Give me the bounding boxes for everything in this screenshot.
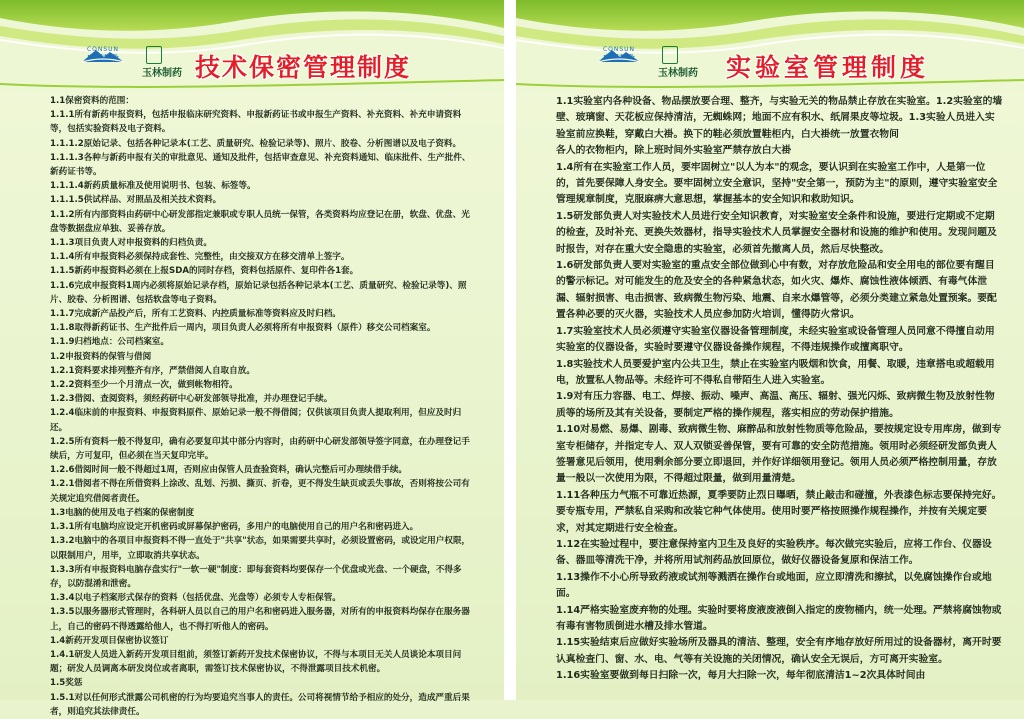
- left-paragraph: 1.4新药开发项目保密协议签订: [50, 635, 169, 646]
- poster-divider: [504, 0, 516, 700]
- left-paragraph: 1.1.8取得新药证书、生产批件后一周内，项目负责人必须将所有申报资料（原件）移交公司档案室。: [50, 323, 436, 334]
- yulin-logo: [658, 46, 706, 80]
- consun-mountain-icon: [78, 46, 128, 64]
- consun-mountain-icon: [594, 46, 644, 64]
- yulin-tree-icon: [662, 46, 678, 64]
- right-content: [542, 94, 1004, 685]
- left-paragraph: 1.1.7完成新产品投产后，所有工艺资料、内控质量标准等资料应及时归档。: [50, 309, 341, 320]
- left-paragraph: 1.3.4以电子档案形式保存的资料（包括优盘、光盘等）必须专人专柜保管。: [50, 593, 341, 604]
- yulin-cn-text: 玉林制药: [142, 68, 182, 79]
- right-paragraph: 1.12在实验过程中，要注意保持室内卫生及良好的实验秩序。每次做完实验后，应将工作台、仪器设备、器皿等清洗干净，并将所用试剂药品放回原位，做好仪器设备复原和保洁工作。: [556, 538, 992, 567]
- left-paragraph: 1.5奖惩: [50, 678, 83, 689]
- left-paragraph: 1.2.5所有资料一般不得复印，确有必要复印其中部分内容时，由药研中心研发部领导签字同意，在办理登记手续后，方可复印，但必须在当天复印完毕。: [50, 436, 470, 462]
- left-paragraph: 1.2.1资料要求排列整齐有序，严禁借阅人自取自放。: [50, 365, 255, 376]
- right-paragraph: 1.15实验结束后应做好实验场所及器具的清洁、整理，安全有序地存放好所用过的设备器材，离开时要认真检查门、窗、水、电、气等有关设施的关闭情况，确认安全无误后，方可离开实验室。: [556, 637, 1002, 665]
- left-header-banner: [0, 0, 504, 92]
- right-paragraph: 1.6研发部负责人要对实验室的重点安全部位做到心中有数，对存放危险品和安全用电的部位要有醒目的警示标记。对可能发生的危及安全的各种紧急状态，如火灾、爆炸、腐蚀性液体倾洒、有毒气体泄漏、辐射损害、电击损害、致病微生物污染、地震、自来水爆管等，必须分类建立紧急处置预案。要配置各种必要的灭火器，实验技术人员应参加防火培训，懂得防火常识。: [556, 260, 997, 321]
- right-paragraph: 1.8实验技术人员要爱护室内公共卫生，禁止在实验室内吸烟和饮食，用餐、取暖，违章搭电或超载用电，放置私人物品等。未经许可不得私自带陌生人进入实验室。: [556, 358, 995, 386]
- right-header-banner: [516, 0, 1024, 92]
- left-paragraph: 1.2.6借阅时间一般不得超过1周，否则应由保管人员查验资料，确认完整后可办理续借手续。: [50, 465, 408, 476]
- left-paragraph: 1.2.3借阅、查阅资料，须经药研中心研发部领导批准，并办理登记手续。: [50, 394, 333, 405]
- right-paragraph: 1.7实验室技术人员必须遵守实验室仪器设备管理制度，未经实验室或设备管理人员同意不得擅自动用实验室的仪器设备，实验时要遵守仪器设备操作规程，不得违规操作或擅离职守。: [556, 325, 995, 354]
- left-paragraph: 1.1保密资料的范围：: [50, 96, 134, 106]
- left-paragraph: 1.3.1所有电脑均应设定开机密码或屏幕保护密码，多用户的电脑使用自己的用户名和密码进入。: [50, 522, 419, 533]
- left-paragraph: 1.1.1所有新药申报资料，包括申报临床研究资料、申报新药证书或申报生产资料、补充资料、补充申请资料等，包括实验资料及电子资料。: [50, 110, 462, 135]
- left-paragraph: 1.1.1.5供试样品、对照品及相关技术资料。: [50, 195, 222, 206]
- left-paragraph: 1.3.5以服务器形式管理时，各科研人员以自己的用户名和密码进入服务器，对所有的申报资料均保存在服务器上，自己的密码不得透露给他人，也不得打听他人的密码。: [50, 607, 470, 632]
- left-paragraph: 1.1.5新药申报资料必须在上报SDA的同时存档，资料包括原件、复印件各1套。: [50, 266, 359, 277]
- yulin-cn-text: 玉林制药: [658, 68, 698, 79]
- left-paragraph: 1.3电脑的使用及电子档案的保密制度: [50, 507, 195, 518]
- left-paragraph: 1.3.2电脑中的各项目申报资料不得一直处于"共享"状态，如果需要共享时，必须设置密码，或设定用户权限，以限制用户，用毕，立即取消共享状态。: [50, 536, 471, 561]
- left-paragraph: 1.1.2所有内部资料由药研中心研发部指定兼职或专职人员统一保管，各类资料均应登记在册，软盘、优盘、光盘等数据盘应单独、妥善存放。: [50, 209, 470, 234]
- left-paragraph: 1.1.1.4新药质量标准及使用说明书、包装、标签等。: [50, 181, 256, 192]
- left-paragraph: 1.1.1.2原始记录、包括各种记录本(工艺、质量研究、检验记录等)、照片、胶卷、分析图谱以及电子资料。: [50, 138, 462, 149]
- left-poster: [0, 0, 504, 717]
- left-content: [36, 94, 476, 719]
- left-paragraph: 1.1.1.3各种与新药申报有关的审批意见、通知及批件，包括审查意见、补充资料通知、临床批件、生产批件、新药证书等。: [50, 152, 471, 178]
- right-paragraph: 1.5研发部负责人对实验技术人员进行安全知识教育，对实验室安全条件和设施，要进行定期或不定期的检查，及时补充、更换失效器材，指导实验技术人员掌握安全器材和设施的维护和使用。发现问题及时报告，对存在重大安全隐患的实验室，必须首先撤离人员，然后尽快整改。: [556, 210, 997, 255]
- right-paragraph: 1.10对易燃、易爆、剧毒、致病微生物、麻醉品和放射性物质等危险品，要按规定设专用库房，做到专室专柜储存，并指定专人、双人双锁妥善保管，要有可靠的安全防范措施。领用时必须经研发部负责人签署意见后领用，使用剩余部分要立即退回，并作好详细领用登记。领用人员必须严格控制用量，存放量一般以一次使用为限，不得超过限量，做到用量清楚。: [556, 424, 1002, 485]
- right-page-title: 实验室管理制度: [726, 53, 930, 82]
- right-paragraph: 各人的衣物柜内，除上班时间外实验室严禁存放白大褂: [556, 145, 792, 157]
- consun-brand-text: CONSUN: [602, 46, 636, 53]
- left-page-title: 技术保密管理制度: [195, 53, 412, 82]
- left-paragraph: 1.1.3项目负责人对申报资料的归档负责。: [50, 238, 212, 249]
- consun-brand-text: CONSUN: [86, 46, 120, 53]
- left-paragraph: 1.3.3所有申报资料电脑存盘实行"一软一硬"制度：即每套资料均要保存一个优盘或光盘、一个硬盘，不得多存，以防混淆和泄密。: [50, 564, 462, 589]
- left-paragraph: 1.1.6完成申报资料1周内必须将原始记录存档，原始记录包括各种记录本(工艺、质量研究、检验记录等)、照片、胶卷、分析图谱、包括软盘等电子资料。: [50, 280, 467, 305]
- left-paragraph: 1.2.2资料至少一个月清点一次，做到帐物相符。: [50, 380, 238, 391]
- right-paragraph: 1.11各种压力气瓶不可靠近热源，夏季要防止烈日曝晒，禁止敲击和碰撞，外表漆色标志要保持完好。要专瓶专用，严禁私自采购和改装它种气体使用。使用时要严格按照操作规程操作，并按有关规定要求，对其定期进行安全检查。: [556, 489, 1002, 534]
- right-poster: [516, 0, 1024, 700]
- consun-logo: [594, 46, 644, 80]
- yulin-logo: [142, 46, 190, 80]
- left-paragraph: 1.2.4临床前的申报资料、申报资料原件、原始记录一般不得借阅；仅供该项目负责人提取利用，但应及时归还。: [50, 408, 462, 433]
- left-paragraph: 1.1.4所有申报资料必须保持成套性、完整性，由交接双方在移交清单上签字。: [50, 252, 350, 263]
- left-paragraph: 1.4.1研发人员进入新药开发项目组前，须签订新药开发技术保密协议，不得与本项目无关人员谈论本项目问题；研发人员调离本研发岗位或者离职，需签订技术保密协议，不得泄露项目技术机密。: [50, 649, 462, 675]
- left-paragraph: 1.2申报资料的保管与借阅: [50, 351, 152, 362]
- yulin-tree-icon: [146, 46, 162, 64]
- right-paragraph: 1.9对有压力容器、电工、焊接、振动、噪声、高温、高压、辐射、强光闪烁、致病微生物及放射性物质等的场所及其有关设备，要制定严格的操作规程，落实相应的劳动保护措施。: [556, 391, 995, 419]
- consun-logo: [78, 46, 128, 80]
- right-paragraph: 1.1实验室内各种设备、物品摆放要合理、整齐，与实验无关的物品禁止存放在实验室。1.2实验室的墙壁、玻璃窗、天花板应保持清洁，无蜘蛛网；地面不应有积水、纸屑果皮等垃圾。1.3实验人员进入实验室前应换鞋，穿戴白大褂。换下的鞋必须放置鞋柜内，白大褂统一放置衣物间: [556, 96, 1003, 140]
- left-paragraph: 1.1.9归档地点：公司档案室。: [50, 337, 169, 348]
- right-paragraph: 1.14严格实验室废弃物的处理。实验时要将废液废液倒入指定的废物桶内，统一处理。严禁将腐蚀物或有毒有害物质倒进水槽及排水管道。: [556, 604, 1002, 632]
- right-paragraph: 1.4所有在实验室工作人员，要牢固树立"以人为本"的观念，要认识到在实验室工作中，人是第一位的，首先要保障人身安全。要牢固树立安全意识，坚持"安全第一，预防为主"的原则，遵守实验室安全管理规章制度，克服麻痹大意思想，掌握基本的安全知识和救助知识。: [556, 161, 998, 206]
- right-paragraph: 1.13操作不小心所导致药液或试剂等溅洒在操作台或地面，应立即清洗和擦拭，以免腐蚀操作台或地面。: [556, 571, 992, 600]
- left-paragraph: 1.2.1借阅者不得在所借资料上涂改、乱划、污损、撕页、折卷，更不得发生缺页或丢失事故，否则将按公司有关规定追究借阅者责任。: [50, 479, 470, 504]
- left-paragraph: 1.5.1对以任何形式泄露公司机密的行为均要追究当事人的责任。公司将视情节给予相应的处分，造成严重后果者，则追究其法律责任。: [50, 692, 470, 717]
- right-paragraph: 1.16实验室要做到每日扫除一次，每月大扫除一次，每年彻底清洁1~2次具体时间由: [556, 670, 926, 682]
